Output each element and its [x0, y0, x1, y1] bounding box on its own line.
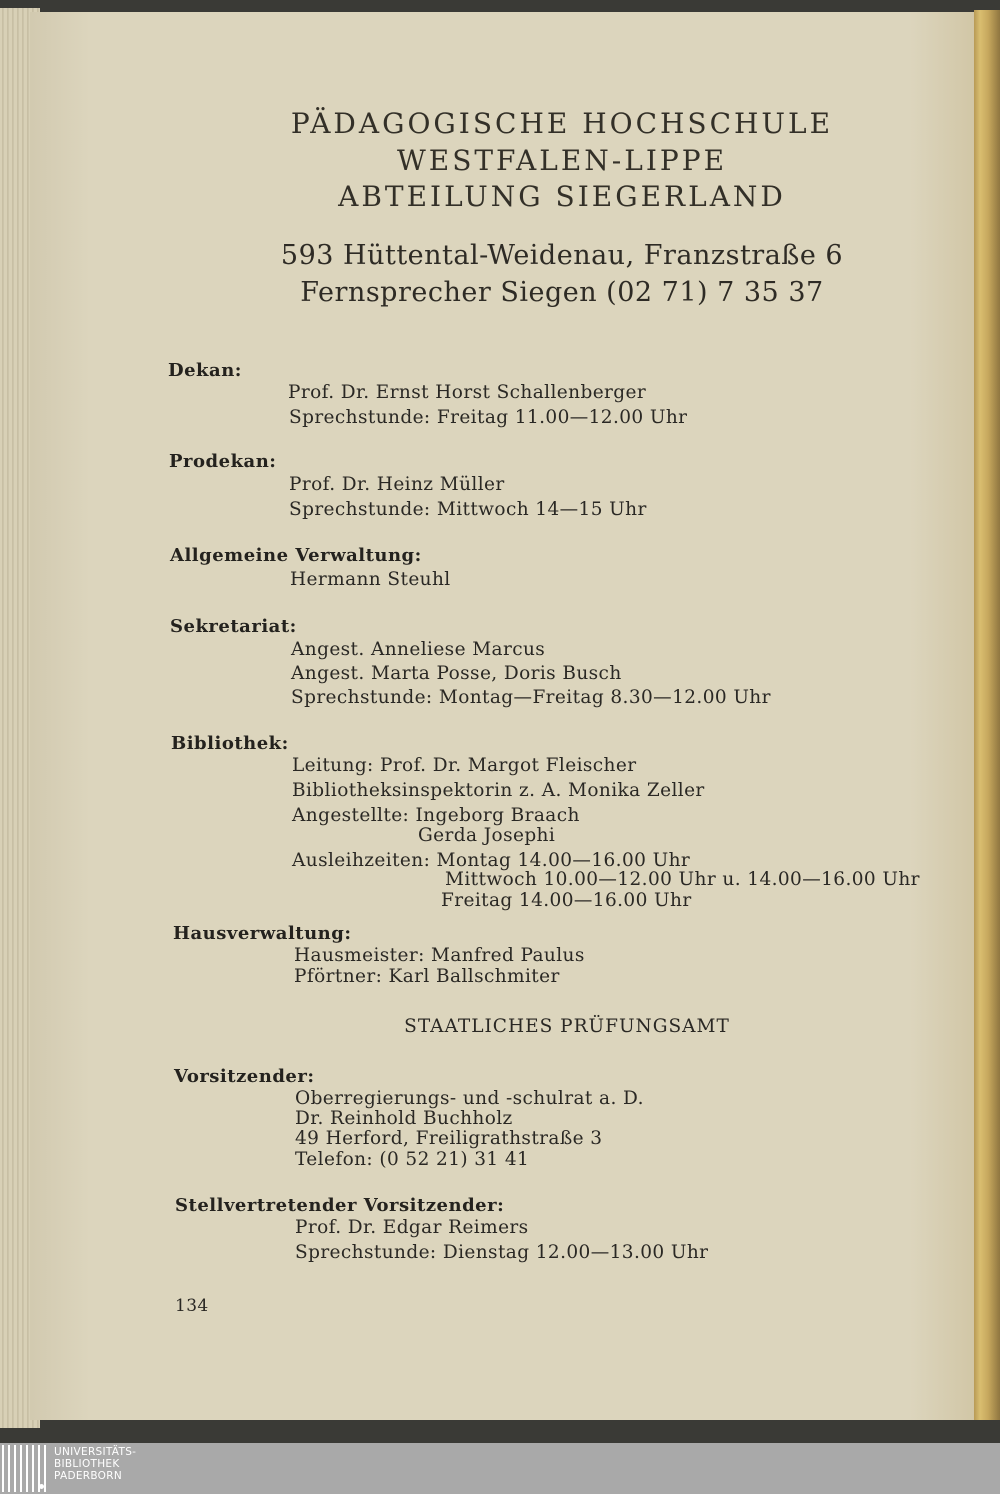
bibliothek-ausleihzeiten-freitag: Freitag 14.00—16.00 Uhr — [441, 890, 692, 911]
prodekan-name: Prof. Dr. Heinz Müller — [289, 474, 505, 495]
institution-name-line3: ABTEILUNG SIEGERLAND — [338, 180, 786, 213]
stellvertreter-name: Prof. Dr. Edgar Reimers — [295, 1217, 529, 1238]
vorsitzender-name: Dr. Reinhold Buchholz — [295, 1108, 513, 1129]
library-logo-dot — [39, 1484, 44, 1489]
library-footer-bar — [0, 1443, 1000, 1494]
section-heading-bibliothek: Bibliothek: — [171, 733, 289, 754]
vorsitzender-address: 49 Herford, Freiligrathstraße 3 — [295, 1128, 603, 1149]
bibliothek-ausleihzeiten-mittwoch: Mittwoch 10.00—12.00 Uhr u. 14.00—16.00 Uhr — [445, 869, 920, 890]
bibliothek-leitung: Leitung: Prof. Dr. Margot Fleischer — [292, 755, 637, 776]
page-number: 134 — [175, 1296, 209, 1316]
bibliothek-inspektorin: Bibliotheksinspektorin z. A. Monika Zeller — [292, 780, 705, 801]
section-heading-verwaltung: Allgemeine Verwaltung: — [170, 545, 422, 566]
section-heading-vorsitzender: Vorsitzender: — [174, 1066, 315, 1087]
vorsitzender-title: Oberregierungs- und -schulrat a. D. — [295, 1088, 644, 1109]
library-logo-line1: UNIVERSITÄTS- — [54, 1446, 137, 1458]
address-phone: Fernsprecher Siegen (02 71) 7 35 37 — [300, 277, 824, 308]
vorsitzender-telefon: Telefon: (0 52 21) 31 41 — [295, 1149, 530, 1170]
dekan-office-hours: Sprechstunde: Freitag 11.00—12.00 Uhr — [289, 407, 688, 428]
prodekan-office-hours: Sprechstunde: Mittwoch 14—15 Uhr — [289, 499, 647, 520]
sekretariat-staff-1: Angest. Anneliese Marcus — [291, 639, 546, 660]
verwaltung-name: Hermann Steuhl — [290, 569, 451, 590]
book-spine — [974, 10, 1000, 1420]
section-heading-hausverwaltung: Hausverwaltung: — [173, 923, 352, 944]
sekretariat-office-hours: Sprechstunde: Montag—Freitag 8.30—12.00 Uhr — [291, 687, 771, 708]
section-heading-stellvertreter: Stellvertretender Vorsitzender: — [175, 1195, 505, 1216]
section-heading-sekretariat: Sekretariat: — [170, 616, 297, 637]
bibliothek-angestellte-1: Angestellte: Ingeborg Braach — [292, 805, 580, 826]
address-street: 593 Hüttental-Weidenau, Franzstraße 6 — [280, 240, 844, 271]
institution-name-line2: WESTFALEN-LIPPE — [396, 144, 728, 177]
dekan-name: Prof. Dr. Ernst Horst Schallenberger — [288, 382, 647, 403]
institution-name-line1: PÄDAGOGISCHE HOCHSCHULE — [290, 107, 834, 140]
stellvertreter-office-hours: Sprechstunde: Dienstag 12.00—13.00 Uhr — [295, 1242, 709, 1263]
pfoertner: Pförtner: Karl Ballschmiter — [294, 966, 560, 987]
pruefungsamt-title: STAATLICHES PRÜFUNGSAMT — [404, 1016, 730, 1037]
sekretariat-staff-2: Angest. Marta Posse, Doris Busch — [291, 663, 622, 684]
library-logo-line2: BIBLIOTHEK — [54, 1458, 120, 1470]
hausmeister: Hausmeister: Manfred Paulus — [294, 945, 585, 966]
book-page — [30, 12, 976, 1420]
library-logo-line3: PADERBORN — [54, 1470, 122, 1482]
section-heading-prodekan: Prodekan: — [169, 451, 277, 472]
bibliothek-angestellte-2: Gerda Josephi — [418, 825, 556, 846]
bibliothek-ausleihzeiten-montag: Ausleihzeiten: Montag 14.00—16.00 Uhr — [292, 850, 691, 871]
section-heading-dekan: Dekan: — [168, 360, 242, 381]
